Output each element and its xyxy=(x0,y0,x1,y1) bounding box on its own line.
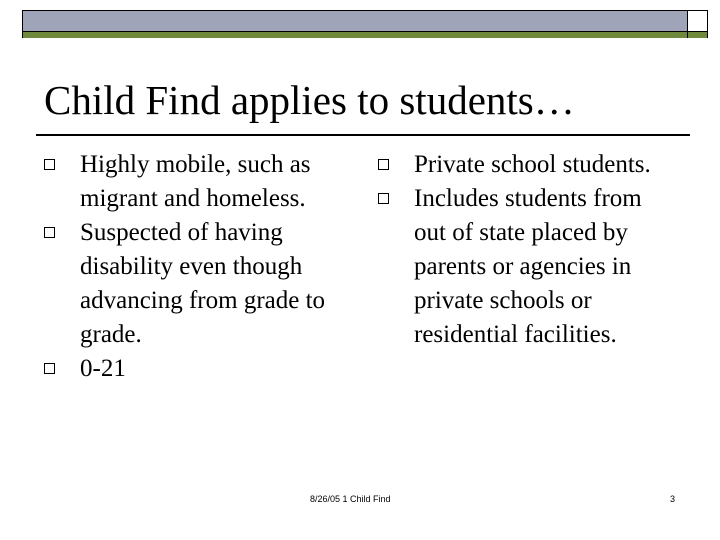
bullet-item xyxy=(44,352,344,386)
bullet-text: Private school students. xyxy=(414,151,651,178)
square-bullet-icon xyxy=(378,159,389,170)
header-bar-green-end xyxy=(688,31,707,38)
bullet-text: 0-21 xyxy=(80,355,126,382)
bullet-text: Highly mobile, such as migrant and homeless. xyxy=(80,151,311,212)
left-bullet-list xyxy=(44,148,344,386)
slide-number: 3 xyxy=(670,494,676,504)
right-bullet-list xyxy=(378,148,678,352)
bullet-item xyxy=(378,148,678,182)
bullet-item xyxy=(44,148,344,216)
square-bullet-icon xyxy=(378,193,389,204)
bullet-text: Suspected of having disability even though advancing from grade to grade. xyxy=(80,219,326,348)
square-bullet-icon xyxy=(44,227,55,238)
slide-title: Child Find applies to students… xyxy=(44,77,575,123)
header-bar-green-band xyxy=(23,31,687,38)
decorative-header-bar xyxy=(22,10,708,38)
bullet-item xyxy=(44,216,344,352)
square-bullet-icon xyxy=(44,363,55,374)
title-underline xyxy=(36,134,690,136)
bullet-item xyxy=(378,182,678,352)
slide-footer: 8/26/05 1 Child Find xyxy=(310,494,391,504)
header-bar-gray-band xyxy=(23,11,688,31)
square-bullet-icon xyxy=(44,159,55,170)
bullet-text: Includes students from out of state placed by parents or agencies in private schools or residential facilities. xyxy=(414,185,642,348)
